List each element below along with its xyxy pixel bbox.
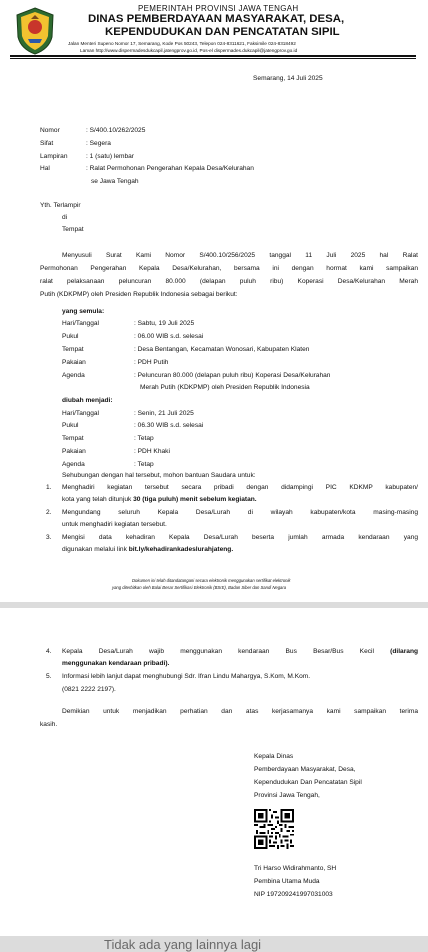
intro-line-4: Putih (KDKPMP) oleh Presiden Republik Indonesia sebagai berikut: bbox=[40, 291, 238, 298]
signer-name: Tri Harso Widirahmanto, SH bbox=[254, 865, 337, 872]
semula-label: Tempat bbox=[62, 346, 84, 353]
qr-code-icon bbox=[254, 809, 294, 849]
yang-semula-heading: yang semula: bbox=[62, 308, 105, 315]
item-3-line-1: Mengisi data kehadiran Kepala Desa/Lurah beserta jumlah armada kendaraan yang bbox=[62, 534, 418, 541]
meta-label-lampiran: Lampiran bbox=[40, 153, 68, 160]
trailing-caption: Tidak ada yang lainnya lagi bbox=[104, 937, 262, 952]
meta-value-sifat: : Segera bbox=[86, 140, 111, 147]
diubah-value: : PDH Khaki bbox=[134, 448, 170, 455]
item-5-line-2: (0821 2222 2197). bbox=[62, 686, 116, 693]
closing-line-1: Demikian untuk menjadikan perhatian dan atas kerjasamanya kami sampaikan terima bbox=[62, 708, 418, 715]
item-number: 4. bbox=[46, 648, 52, 655]
item-4-line-2: menggunakan kendaraan pribadi). bbox=[62, 660, 170, 667]
org-contact: Laman http://www.dispermadesdukcapil.jatengprov.go.id, Pos-el dispermades.dukcapil@jatengprov.go.id bbox=[80, 48, 298, 53]
meta-value-nomor: : S/400.10/262/2025 bbox=[86, 127, 146, 134]
item-number: 3. bbox=[46, 534, 52, 541]
signer-nip: NIP 197209241997031003 bbox=[254, 891, 333, 898]
diubah-heading: diubah menjadi: bbox=[62, 397, 113, 404]
signer-rank: Pembina Utama Muda bbox=[254, 878, 320, 885]
semula-value: : 06.00 WIB s.d. selesai bbox=[134, 333, 204, 340]
header-rule-thick bbox=[10, 55, 416, 57]
recipient-di: di bbox=[62, 214, 68, 221]
item-5-line-1: Informasi lebih lanjut dapat menghubungi Sdr. Ifran Lindu Mahargya, S.Kom, M.Kom. bbox=[62, 673, 311, 680]
semula-value: : Sabtu, 19 Juli 2025 bbox=[134, 320, 195, 327]
item-2-line-2: untuk menghadiri kegiatan tersebut. bbox=[62, 521, 167, 528]
signer-title-line: Provinsi Jawa Tengah, bbox=[254, 792, 320, 799]
diubah-value: : Tetap bbox=[134, 461, 154, 468]
signer-title-line: Kependudukan Dan Pencatatan Sipil bbox=[254, 779, 362, 786]
signer-title-line: Kepala Dinas bbox=[254, 753, 294, 760]
diubah-label: Tempat bbox=[62, 435, 84, 442]
item-2-line-1: Mengundang seluruh Kepala Desa/Lurah di wilayah kabupaten/kota masing-masing bbox=[62, 509, 418, 516]
item-3-line-2: digunakan melalui link bit.ly/kehadirankadeslurahjateng. bbox=[62, 546, 234, 553]
gov-line: PEMERINTAH PROVINSI JAWA TENGAH bbox=[138, 4, 299, 13]
letter-date: Semarang, 14 Juli 2025 bbox=[253, 75, 323, 82]
item-number: 2. bbox=[46, 509, 52, 516]
recipient-yth: Yth. Terlampir bbox=[40, 202, 81, 209]
org-name-line-1: DINAS PEMBERDAYAAN MASYARAKAT, DESA, bbox=[88, 13, 345, 25]
semula-value: : Peluncuran 80.000 (delapan puluh ribu) Koperasi Desa/Kelurahan bbox=[134, 372, 331, 379]
recipient-place: Tempat bbox=[62, 226, 84, 233]
esign-note-line-2: yang diterbitkan oleh Balai Besar Sertifikasi Elektronik (BSrE), Badan Siber dan Sandi Negara bbox=[112, 585, 287, 590]
jawa-tengah-emblem-icon bbox=[14, 7, 56, 55]
esign-note-line-1: Dokumen ini telah ditandatangani secara elektronik menggunakan sertifikat elektronik bbox=[132, 578, 291, 583]
intro-line-3: ralat pelaksanaan peluncuran 80.000 (delapan puluh ribu) Koperasi Desa/Kelurahan Merah bbox=[40, 278, 418, 285]
diubah-value: : Tetap bbox=[134, 435, 154, 442]
meta-value-hal: : Ralat Permohonan Pengerahan Kepala Desa/Kelurahan bbox=[86, 165, 254, 172]
closing-line-2: kasih. bbox=[40, 721, 58, 728]
meta-hal-continued: se Jawa Tengah bbox=[91, 178, 139, 185]
diubah-label: Pakaian bbox=[62, 448, 86, 455]
item-4-line-1: Kepala Desa/Lurah wajib menggunakan kendaraan Bus Besar/Bus Kecil (dilarang bbox=[62, 648, 418, 655]
meta-label-nomor: Nomor bbox=[40, 127, 60, 134]
item-1-line-2: kota yang telah ditunjuk 30 (tiga puluh) menit sebelum kegiatan. bbox=[62, 496, 257, 503]
item-1-line-1: Menghadiri kegiatan tersebut secara pribadi dengan didampingi PIC KDKMP kabupaten/ bbox=[62, 484, 418, 491]
diubah-label: Hari/Tanggal bbox=[62, 410, 100, 417]
meta-label-sifat: Sifat bbox=[40, 140, 54, 147]
org-name-line-2: KEPENDUDUKAN DAN PENCATATAN SIPIL bbox=[105, 26, 340, 38]
meta-label-hal: Hal bbox=[40, 165, 50, 172]
semula-label: Hari/Tanggal bbox=[62, 320, 100, 327]
meta-value-lampiran: : 1 (satu) lembar bbox=[86, 153, 135, 160]
diubah-label: Agenda bbox=[62, 461, 85, 468]
org-address: Jalan Menteri Supeno Nomor 17, Semarang, Kode Pos 50243, Telepon 024-8311621, Faksimile 024-8318492 bbox=[68, 41, 296, 46]
request-intro: Sehubungan dengan hal tersebut, mohon bantuan Saudara untuk: bbox=[62, 472, 256, 479]
intro-line-1: Menyusuli Surat Kami Nomor S/400.10/256/2025 tanggal 11 Juli 2025 hal Ralat bbox=[62, 252, 418, 259]
diubah-value: : 06.30 WIB s.d. selesai bbox=[134, 422, 204, 429]
kehadiran-link[interactable]: bit.ly/kehadirankadeslurahjateng. bbox=[128, 546, 234, 553]
signer-title-line: Pemberdayaan Masyarakat, Desa, bbox=[254, 766, 356, 773]
semula-value: : PDH Putih bbox=[134, 359, 169, 366]
diubah-value: : Senin, 21 Juli 2025 bbox=[134, 410, 194, 417]
semula-label: Pukul bbox=[62, 333, 79, 340]
item-number: 1. bbox=[46, 484, 52, 491]
semula-value: : Desa Bentangan, Kecamatan Wonosari, Kabupaten Klaten bbox=[134, 346, 310, 353]
item-number: 5. bbox=[46, 673, 52, 680]
semula-label: Agenda bbox=[62, 372, 85, 379]
diubah-label: Pukul bbox=[62, 422, 79, 429]
header-rule-thin bbox=[10, 58, 416, 59]
intro-line-2: Permohonan Pengerahan Kepala Desa/Kelurahan, bersama ini dengan hormat kami sampaikan bbox=[40, 265, 418, 272]
semula-agenda-continued: Merah Putih (KDKPMP) oleh Presiden Republik Indonesia bbox=[140, 384, 310, 391]
semula-label: Pakaian bbox=[62, 359, 86, 366]
